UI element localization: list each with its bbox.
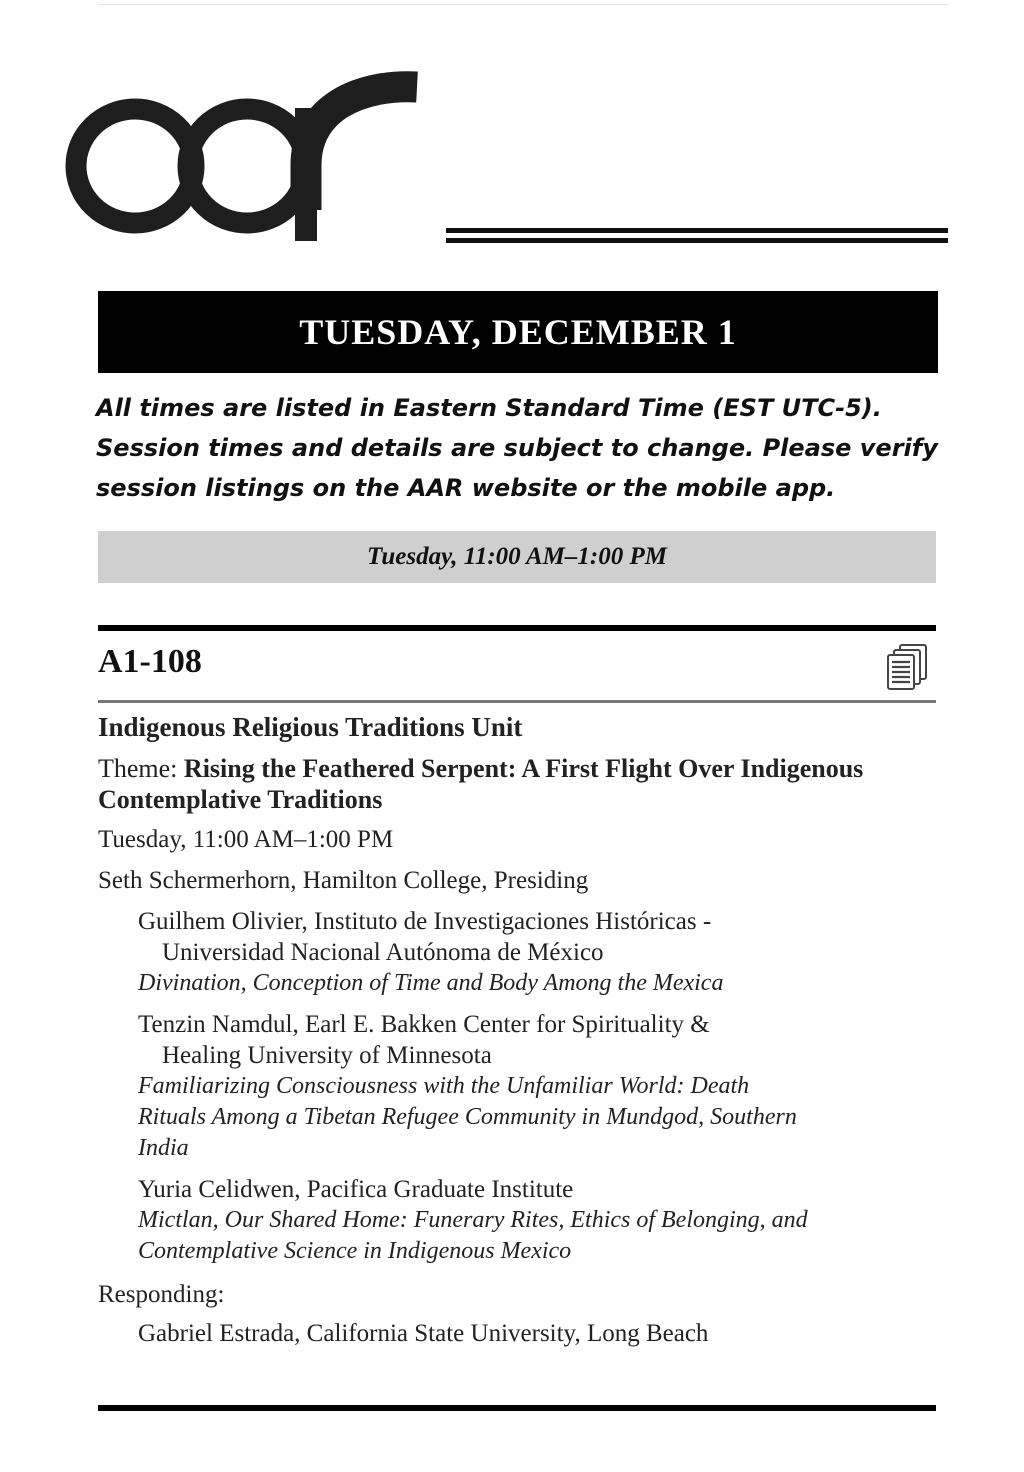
paper-title [138, 1205, 938, 1267]
panelist-name [138, 906, 938, 968]
panelist-name [138, 1174, 938, 1205]
presider: Seth Schermerhorn, Hamilton College, Presiding [98, 867, 589, 894]
session-top-rule [98, 625, 936, 631]
notice-line: Session times and details are subject to change. Please verify [96, 434, 938, 462]
session-theme [98, 753, 938, 815]
responding-label: Responding: [98, 1281, 225, 1308]
day-heading: TUESDAY, DECEMBER 1 [98, 291, 938, 373]
panelist-name-line: Guilhem Olivier, Instituto de Investigaciones Históricas - [138, 908, 712, 935]
panelist [138, 1009, 938, 1164]
panelist-name-line: Tenzin Namdul, Earl E. Bakken Center for Spirituality & [138, 1011, 710, 1038]
paper-title [138, 1071, 938, 1164]
paper-title-line: Familiarizing Consciousness with the Unfamiliar World: Death [138, 1073, 750, 1099]
theme-title: Rising the Feathered Serpent: A First Flight Over Indigenous Contemplative Traditions [98, 754, 864, 814]
top-hairline [98, 4, 948, 5]
paper-title-line: India [138, 1135, 189, 1161]
panelist [138, 1174, 938, 1267]
session-code: A1-108 [98, 643, 202, 680]
panelist-name-line: Yuria Celidwen, Pacifica Graduate Institute [138, 1176, 574, 1203]
notice-line: All times are listed in Eastern Standard Time (EST UTC-5). [96, 394, 882, 422]
paper-title-line: Rituals Among a Tibetan Refugee Community in Mundgod, Southern [138, 1104, 797, 1130]
panelist-name [138, 1009, 938, 1071]
notice-line: session listings on the AAR website or the mobile app. [96, 474, 836, 502]
respondent: Gabriel Estrada, California State University, Long Beach [138, 1320, 709, 1347]
time-slot-banner: Tuesday, 11:00 AM–1:00 PM [98, 531, 936, 583]
paper-title-line: Divination, Conception of Time and Body Among the Mexica [138, 970, 724, 996]
aar-logo [55, 60, 425, 245]
paper-title-line: Mictlan, Our Shared Home: Funerary Rites, Ethics of Belonging, and [138, 1207, 808, 1233]
session-bottom-rule [98, 1405, 936, 1411]
document-stack-icon[interactable] [882, 642, 932, 692]
session-details [98, 708, 938, 1349]
panelist-affiliation-line: Healing University of Minnesota [162, 1042, 492, 1069]
logo-rule-upper [446, 228, 948, 233]
timezone-notice [96, 388, 941, 508]
paper-title [138, 968, 938, 999]
panelist [138, 906, 938, 999]
paper-title-line: Contemplative Science in Indigenous Mexico [138, 1238, 572, 1264]
unit-name: Indigenous Religious Traditions Unit [98, 712, 523, 742]
logo-rule-lower [446, 238, 948, 243]
panelist-affiliation-line: Universidad Nacional Autónoma de México [162, 939, 604, 966]
theme-label: Theme: [98, 754, 184, 783]
session-time: Tuesday, 11:00 AM–1:00 PM [98, 826, 394, 853]
session-header-rule [98, 700, 936, 703]
